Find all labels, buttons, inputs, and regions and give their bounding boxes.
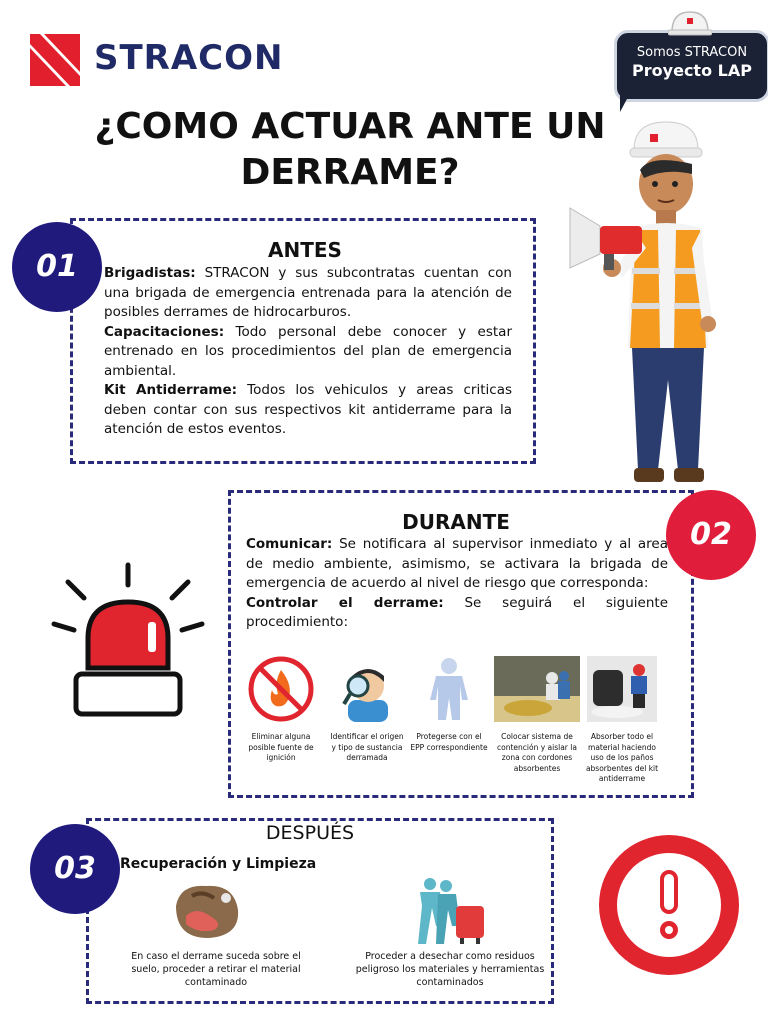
badge-line1: Somos STRACON [636, 45, 748, 60]
stracon-logo-icon [30, 34, 80, 86]
step-caption: Eliminar alguna posible fuente de ignición [248, 732, 314, 762]
warning-exclamation-icon [596, 832, 742, 978]
antes-item-label: Kit Antiderrame: [104, 382, 238, 398]
absorb-photo-icon [587, 656, 657, 722]
badge-line2: Proyecto LAP [632, 61, 752, 80]
magnifier-person-icon [332, 656, 402, 722]
title-line2: DERRAME? [240, 152, 460, 193]
despues-heading: DESPUÉS [265, 822, 355, 844]
title-line1: ¿COMO ACTUAR ANTE UN [94, 106, 606, 147]
despues-caption-2: Proceder a desechar como residuos peligroso los materiales y herramientas contaminados [355, 951, 545, 988]
despues-subheading: Recuperación y Limpieza [120, 856, 317, 872]
step-number-01: 01 [12, 222, 102, 312]
step-caption: Identificar el origen y tipo de sustancia derramada [330, 732, 404, 762]
procedure-step [328, 656, 406, 764]
antes-item-text: STRACON y sus subcontratas cuentan con una brigada de emergencia entrenada para la atención de posibles derrames de hidrocarburos. [104, 265, 512, 320]
logo-text: STRACON [94, 38, 284, 78]
durante-item-label: Comunicar: [246, 536, 333, 552]
worker-megaphone-illustration [560, 118, 720, 490]
durante-heading: DURANTE [402, 510, 510, 534]
antes-item-label: Capacitaciones: [104, 323, 225, 340]
durante-item-text: Se notificara al supervisor inmediato y al area de medio ambiente, asimismo, se activara la brigada de emergencia de acuerdo al nivel de riesgo que corresponda: [246, 536, 668, 591]
antes-item [104, 381, 512, 440]
step-number-03: 03 [30, 824, 120, 914]
step-caption: Absorber todo el material haciendo uso de los paños absorbentes del kit antiderrame [585, 732, 659, 783]
durante-body [246, 535, 668, 633]
durante-item [246, 535, 668, 594]
ppe-suit-icon [414, 656, 484, 722]
procedure-step [410, 656, 488, 753]
durante-item-label: Controlar el derrame: [246, 594, 444, 611]
page-title [60, 104, 640, 196]
hazardous-waste-icon [412, 876, 488, 946]
antes-heading: ANTES [268, 238, 342, 262]
procedure-step [242, 656, 320, 764]
antes-item-text: Todo personal debe conocer y estar entrenado en los procedimientos del plan de emergencia ambiental. [104, 323, 512, 379]
procedure-step [582, 656, 662, 785]
helmet-icon [668, 8, 712, 36]
no-fire-icon [246, 656, 316, 722]
durante-item [246, 594, 668, 633]
step-caption: Protegerse con el EPP correspondiente [410, 732, 488, 752]
procedure-steps [240, 656, 680, 786]
antes-body [104, 264, 512, 440]
antes-item-text: Todos los vehiculos y areas criticas deben contar con sus respectivos kit antiderrame para la atención de estos eventos. [104, 382, 512, 437]
despues-caption-1: En caso el derrame suceda sobre el suelo, proceder a retirar el material contaminado [131, 951, 301, 988]
contaminated-soil-icon [170, 876, 242, 944]
durante-item-text: Se seguirá el siguiente procedimiento: [246, 594, 669, 630]
containment-photo-icon [494, 656, 580, 722]
antes-item [104, 264, 512, 323]
antes-item [104, 323, 512, 382]
procedure-step [492, 656, 582, 774]
alarm-siren-icon [48, 560, 208, 725]
project-badge [614, 30, 768, 102]
step-number-02: 02 [666, 490, 756, 580]
antes-item-label: Brigadistas: [104, 265, 196, 281]
step-caption: Colocar sistema de contención y aislar la zona con cordones absorbentes [497, 732, 577, 773]
